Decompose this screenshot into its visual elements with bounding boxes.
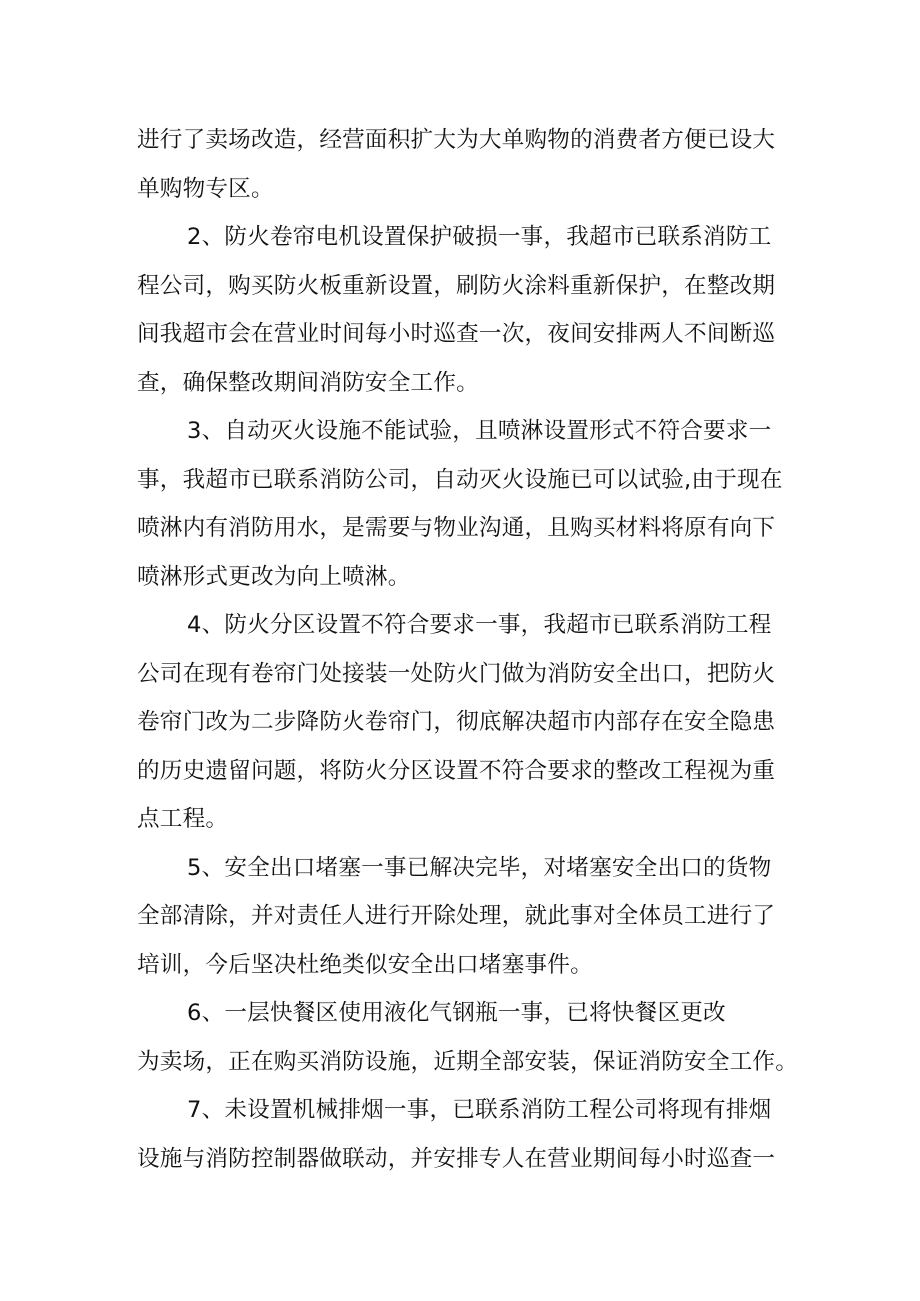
- text-line: 事，我超市已联系消防公司，自动灭火设施已可以试验,由于现在: [137, 466, 783, 493]
- text-line: 培训，今后坚决杜绝类似安全出口堵塞事件。: [137, 951, 593, 978]
- text-line: 3、自动灭火设施不能试验，且喷淋设置形式不符合要求一: [187, 418, 772, 444]
- paragraph-item-4: [137, 601, 789, 844]
- text-line: 6、一层快餐区使用液化气钢瓶一事，已将快餐区更改: [187, 1000, 726, 1026]
- text-line: 2、防火卷帘电机设置保护破损一事，我超市已联系消防工: [187, 224, 772, 250]
- text-line: 点工程。: [137, 806, 229, 832]
- paragraph-item-5: [137, 844, 789, 990]
- text-line: 喷淋形式更改为向上喷淋。: [137, 563, 411, 590]
- text-line: 公司在现有卷帘门处接装一处防火门做为消防安全出口，把防火: [137, 660, 776, 687]
- text-line: 的历史遗留问题，将防火分区设置不符合要求的整改工程视为重: [137, 757, 776, 784]
- text-line: 间我超市会在营业时间每小时巡查一次，夜间安排两人不间断巡: [137, 321, 776, 347]
- text-line: 为卖场，正在购买消防设施，近期全部安装，保证消防安全工作。: [137, 1048, 799, 1075]
- text-line: 全部清除，并对责任人进行开除处理，就此事对全体员工进行了: [137, 903, 776, 929]
- paragraph-item-2: [137, 213, 789, 407]
- text-line: 4、防火分区设置不符合要求一事，我超市已联系消防工程: [187, 612, 772, 638]
- paragraph-item-6: [137, 989, 799, 1086]
- text-line: 单购物专区。: [137, 175, 274, 202]
- paragraph-item-3: [137, 407, 789, 601]
- paragraph-item-7: [137, 1086, 789, 1183]
- text-line: 进行了卖场改造，经营面积扩大为大单购物的消费者方便已设大: [137, 127, 776, 153]
- text-line: 查，确保整改期间消防安全工作。: [137, 369, 479, 396]
- text-line: 5、安全出口堵塞一事已解决完毕，对堵塞安全出口的货物: [187, 854, 772, 881]
- text-line: 卷帘门改为二步降防火卷帘门，彻底解决超市内部存在安全隐患: [137, 709, 776, 735]
- text-line: 程公司，购买防火板重新设置，刷防火涂料重新保护，在整改期: [137, 272, 776, 299]
- paragraph-continuation: [137, 116, 789, 213]
- document-body: [137, 116, 799, 1183]
- text-line: 设施与消防控制器做联动，并安排专人在营业期间每小时巡查一: [137, 1145, 776, 1172]
- text-line: 7、未设置机械排烟一事，已联系消防工程公司将现有排烟: [187, 1097, 772, 1123]
- text-line: 喷淋内有消防用水，是需要与物业沟通，且购买材料将原有向下: [137, 515, 776, 541]
